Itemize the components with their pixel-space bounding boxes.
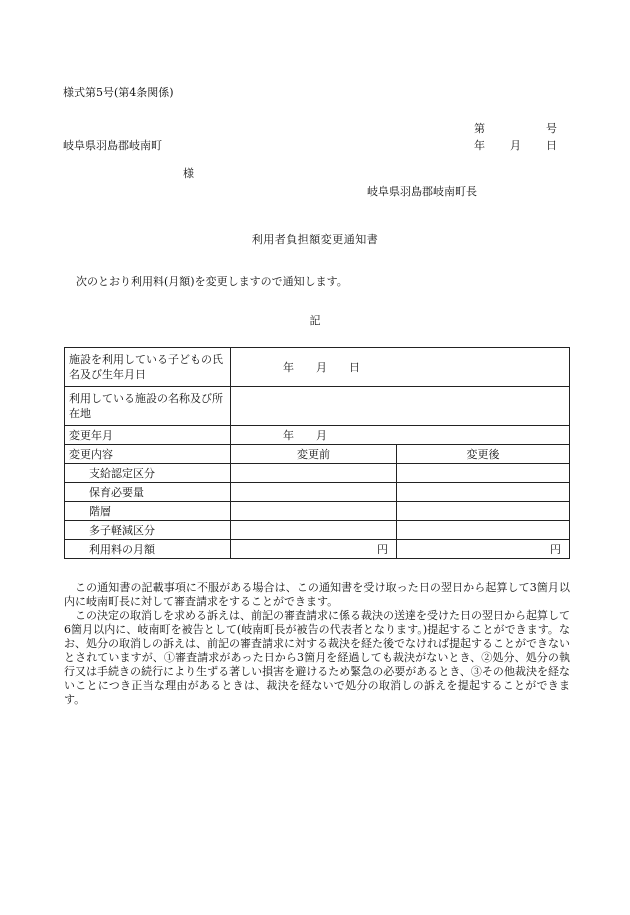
table-row [65,540,570,559]
before-cell [231,483,397,502]
document-title: 利用者負担額変更通知書 [251,233,379,246]
item-label: 保育必要量 [65,483,231,502]
issue-date-month: 月 [510,139,521,152]
table-row [65,387,570,426]
after-cell [397,464,570,483]
facility-label: 利用している施設の名称及び所在地 [65,387,231,426]
item-label: 多子軽減区分 [65,521,231,540]
document-number [474,122,557,136]
item-label: 支給認定区分 [65,464,231,483]
table-row [65,348,570,387]
change-month-placeholder: 年 月 [283,428,327,442]
before-header: 変更前 [231,445,397,464]
item-label: 階層 [65,502,231,521]
detail-table [64,347,570,559]
after-header: 変更後 [397,445,570,464]
form-number-label: 様式第5号(第4条関係) [63,86,174,99]
addressee-honorific: 様 [183,167,194,180]
birthdate-placeholder: 年 月 日 [283,360,360,374]
item-label: 利用料の月額 [65,540,231,559]
appeal-note: この通知書の記載事項に不服がある場合は、この通知書を受け取った日の翌日から起算して3箇月以内に岐南町長に対して審査請求をすることができます。 [64,581,570,608]
table-row [65,502,570,521]
before-cell [231,502,397,521]
before-yen: 円 [231,540,397,559]
table-row [65,426,570,445]
table-row [65,521,570,540]
ki-heading: 記 [309,314,321,327]
facility-field [231,387,570,426]
after-cell [397,483,570,502]
issuer-name: 岐阜県羽島郡岐南町長 [367,185,477,198]
child-name-label: 施設を利用している子どもの氏名及び生年月日 [65,348,231,387]
before-cell [231,521,397,540]
after-cell [397,502,570,521]
issue-date-day: 日 [546,139,557,152]
child-birthdate-field [231,348,570,387]
change-month-label: 変更年月 [65,426,231,445]
table-row [65,445,570,464]
intro-text: 次のとおり利用料(月額)を変更しますので通知します。 [76,275,348,288]
after-yen: 円 [397,540,570,559]
table-row [65,483,570,502]
table-row [65,464,570,483]
document-number-prefix: 第 [474,122,485,135]
change-month-field [231,426,570,445]
addressee-town: 岐阜県羽島郡岐南町 [63,139,162,152]
after-cell [397,521,570,540]
lawsuit-note: この決定の取消しを求める訴えは、前記の審査請求に係る裁決の送達を受けた日の翌日から起算して6箇月以内に、岐南町を被告として(岐南町長が被告の代表者となります。)提起することができます。なお、処分の取消しの訴えは、前記の審査請求に対する裁決を経た後でなければ提起することができないとされていますが、①審査請求があった日から3箇月を経過しても裁決がないとき、②処分、処分の執行又は手続きの続行により生ずる著しい損害を避けるため緊急の必要があるとき、③その他裁決を経ないことにつき正当な理由があるときは、裁決を経ないで処分の取消しの訴えを提起することができます。 [64,609,570,706]
before-cell [231,464,397,483]
document-number-suffix: 号 [546,122,557,135]
issue-date-year: 年 [474,139,485,152]
change-content-label: 変更内容 [65,445,231,464]
